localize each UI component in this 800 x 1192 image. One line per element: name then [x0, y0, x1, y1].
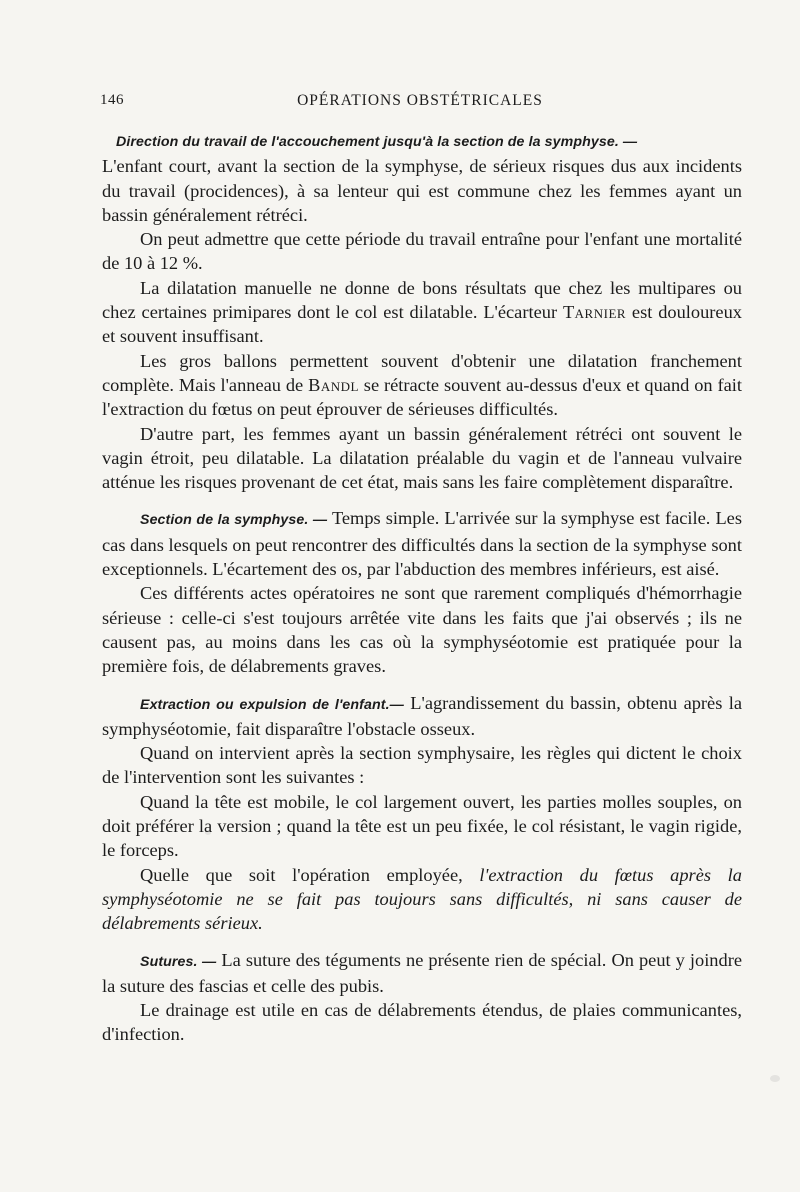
section-heading-sutures: Sutures. —	[140, 953, 217, 970]
paragraph-text: La suture des téguments ne présente rien de spécial. On peut y joindre la suture des fascias et celle des pubis.	[102, 949, 742, 996]
section-heading-direction-travail: Direction du travail de l'accouchement jusqu'à la section de la symphyse. —	[116, 134, 638, 150]
page-number: 146	[100, 92, 124, 108]
paragraph	[102, 128, 742, 227]
paragraph-text: se rétracte souvent au-dessus d'eux et quand on fait l'extraction du fœtus on peut éprouver de sérieuses difficultés.	[102, 374, 742, 420]
paragraph-text: Quand on intervient après la section symphysaire, les règles qui dictent le choix de l'intervention sont les suivantes :	[102, 743, 742, 788]
person-name: Bandl	[308, 374, 359, 395]
paragraph-text: Les gros ballons permettent souvent d'obtenir une dilatation franchement complète. Mais l'anneau de	[102, 350, 742, 395]
paragraph-text: Le drainage est utile en cas de délabrements étendus, de plaies communicantes, d'infection.	[102, 1000, 742, 1045]
paragraph-text: L'agrandissement du bassin, obtenu après la symphyséotomie, fait disparaître l'obstacle osseux.	[102, 692, 742, 739]
paragraph-text: L'enfant court, avant la section de la symphyse, de sérieux risques dus aux incidents du travail (procidences), à sa lenteur qui est commune chez les femmes ayant un bassin généralement rétréci.	[102, 156, 742, 225]
running-title: OPÉRATIONS OBSTÉTRICALES	[297, 92, 543, 109]
paragraph-text: D'autre part, les femmes ayant un bassin généralement rétréci ont souvent le vagin étroit, peu dilatable. La dilatation préalable du vagin et de l'anneau vulvaire atténue les risques provenant de cet état, mais sans les faire complètement disparaître.	[102, 423, 742, 493]
italic-text: l'extraction du fœtus après la symphyséotomie ne se fait pas toujours sans difficultés, ni sans causer de délabrements sérieux.	[102, 864, 742, 934]
paragraph-text: Quelle que soit l'opération employée,	[140, 864, 463, 885]
paragraph	[102, 863, 742, 936]
paragraph	[102, 349, 742, 422]
paragraph-text: Quand la tête est mobile, le col largement ouvert, les parties molles souples, on doit préférer la version ; quand la tête est un peu fixée, le col résistant, le vagin rigide, le forceps.	[102, 791, 742, 861]
paragraph-text: Temps simple. L'arrivée sur la symphyse est facile. Les cas dans lesquels on peut rencontrer des difficultés dans la section de la symphyse sont exceptionnels. L'écartement des os, par l'abduction des membres inférieurs, est aisé.	[102, 508, 743, 580]
page-header	[100, 92, 740, 114]
paragraph	[102, 741, 742, 790]
paragraph-text: Ces différents actes opératoires ne sont que rarement compliqués d'hémorrhagie sérieuse : celle-ci s'est toujours arrêtée vite dans les faits que j'ai observés ; ils ne causent pas, au moins dans les cas où la symphyséotomie est pratiquée pour la première fois, de délabrements graves.	[102, 583, 742, 677]
paragraph	[102, 998, 742, 1047]
paper-blemish	[770, 1075, 780, 1082]
section-heading-section-symphyse: Section de la symphyse. —	[140, 512, 328, 529]
paragraph-text: On peut admettre que cette période du travail entraîne pour l'enfant une mortalité de 10 à 12 %.	[102, 229, 742, 274]
page-body	[102, 128, 742, 1047]
paragraph	[102, 948, 742, 999]
person-name: Tarnier	[562, 302, 627, 323]
paragraph	[102, 227, 742, 276]
paragraph	[102, 506, 742, 581]
paragraph	[102, 422, 742, 495]
paragraph	[102, 276, 742, 349]
paragraph-text: est douloureux et souvent insuffisant.	[102, 302, 742, 347]
paragraph	[102, 581, 742, 678]
paragraph-text: La dilatation manuelle ne donne de bons résultats que chez les multipares ou chez certaines primipares dont le col est dilatable. L'écarteur	[102, 277, 742, 323]
section-heading-extraction-enfant: Extraction ou expulsion de l'enfant.—	[140, 696, 404, 713]
paragraph	[102, 691, 742, 742]
paragraph	[102, 790, 742, 863]
